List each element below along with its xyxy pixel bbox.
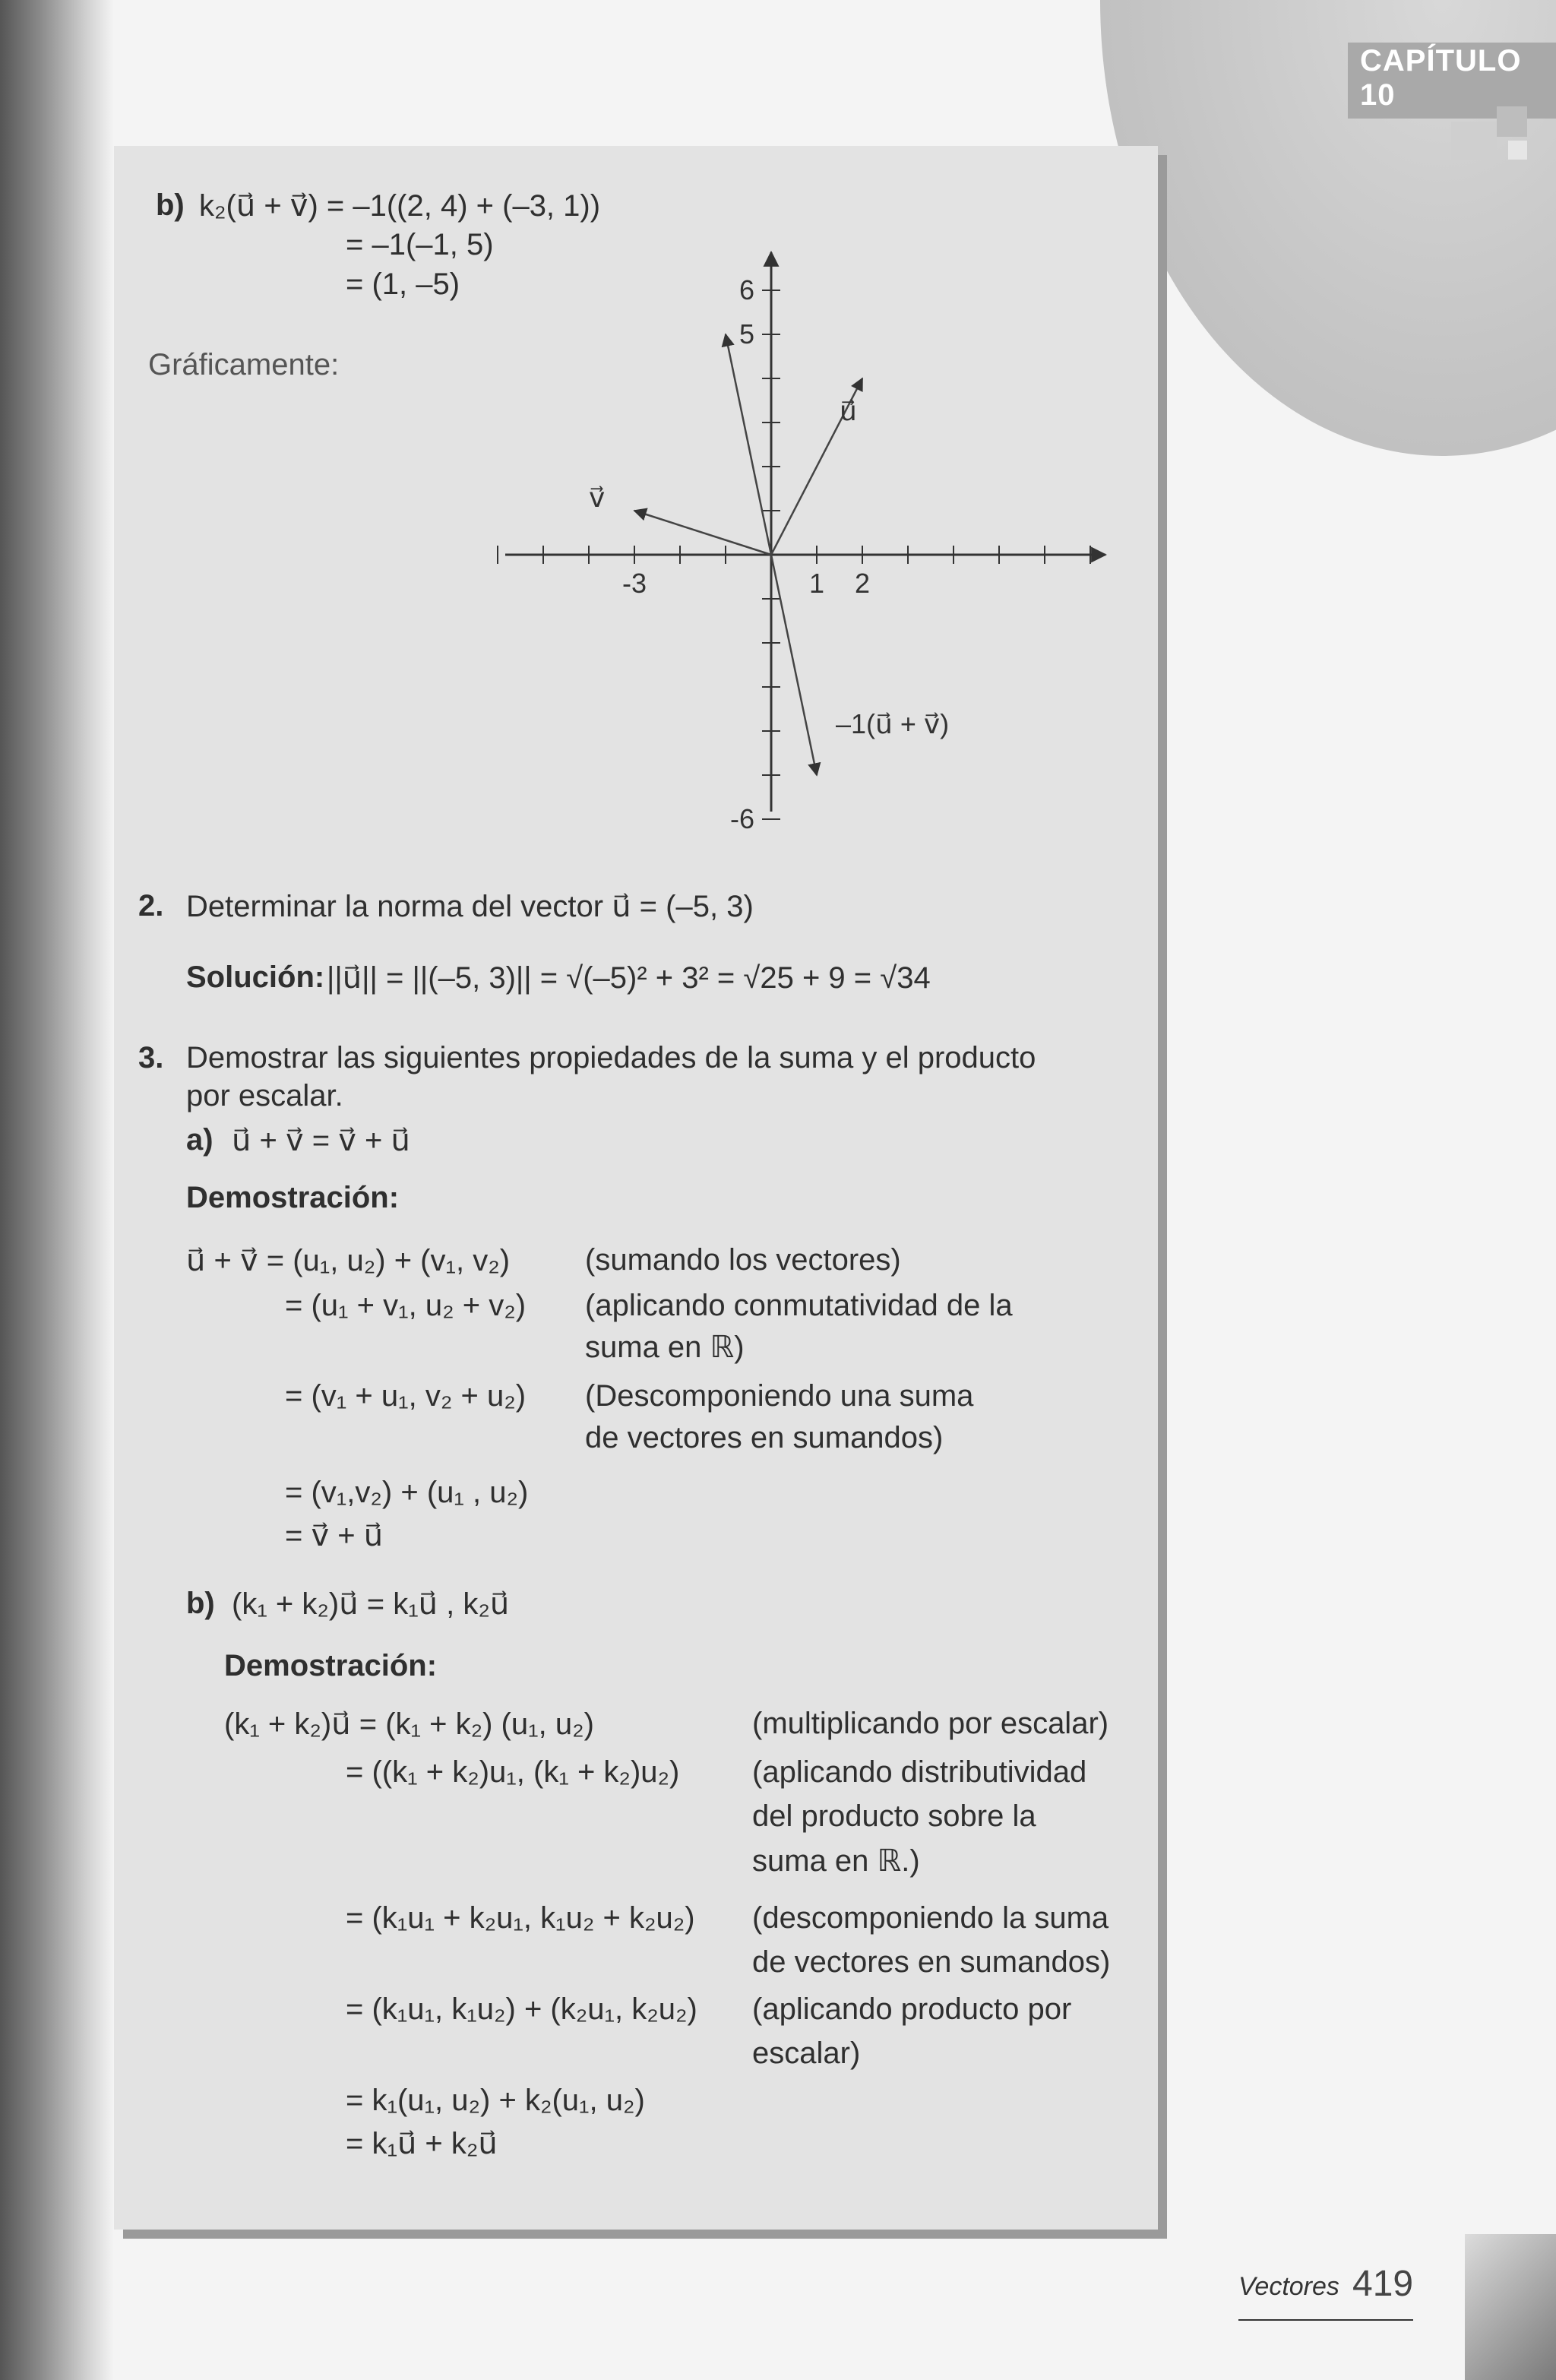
y-tick-label: 5 — [738, 318, 754, 350]
part-b-label: b) — [156, 188, 185, 222]
part-b-step-reason: escalar) — [752, 2037, 861, 2070]
page-binding-shadow — [0, 0, 114, 2380]
chapter-label: CAPÍTULO 10 — [1360, 44, 1522, 112]
bottom-decoration — [1465, 2234, 1556, 2380]
part-a-claim: u⃗ + v⃗ = v⃗ + u⃗ — [232, 1124, 410, 1157]
x-tick-label: -3 — [621, 568, 647, 599]
problem3-statement-line1: Demostrar las siguientes propiedades de la suma y el producto — [186, 1041, 1036, 1074]
vector-label-v: v⃗ — [589, 482, 606, 513]
part-a-step-reason: (Descomponiendo una suma — [585, 1379, 974, 1413]
part-b-step-reason: (aplicando producto por — [752, 1992, 1072, 2026]
vector-chart — [471, 213, 1124, 866]
part-a-step-reason: suma en ℝ) — [585, 1331, 745, 1364]
problem2-statement: Determinar la norma del vector u⃗ = (–5, 3) — [186, 890, 754, 923]
problem2-solution-label: Solución: — [186, 961, 325, 994]
part-a-step-reason: (aplicando conmutatividad de la — [585, 1289, 1013, 1322]
part-a-step-expr: = (u₁ + v₁, u₂ + v₂) — [285, 1289, 527, 1322]
part-b-proof-title: Demostración: — [224, 1649, 438, 1682]
vector-v — [634, 511, 771, 555]
part-b-step-expr: = k₁(u₁, u₂) + k₂(u₁, u₂) — [346, 2084, 645, 2117]
part-a-step-expr: u⃗ + v⃗ = (u₁, u₂) + (v₁, v₂) — [186, 1244, 511, 1277]
page-number: 419 — [1352, 2264, 1414, 2304]
part-a-step-expr: = v⃗ + u⃗ — [285, 1519, 384, 1552]
part-b-step-reason: (descomponiendo la suma — [752, 1901, 1109, 1935]
y-tick-label: 6 — [738, 274, 754, 305]
part-a-label: a) — [186, 1123, 213, 1157]
part-a-step-reason: (sumando los vectores) — [585, 1243, 901, 1277]
deco-square — [1508, 141, 1527, 160]
footer-rule — [1238, 2319, 1413, 2321]
part-b-step-reason: suma en ℝ.) — [752, 1844, 920, 1878]
part-b-step-expr: (k₁ + k₂)u⃗ = (k₁ + k₂) (u₁, u₂) — [224, 1707, 594, 1741]
problem3-number: 3. — [138, 1041, 164, 1074]
part-b-step-reason: de vectores en sumandos) — [752, 1945, 1111, 1979]
part-b-line2: = –1(–1, 5) — [346, 228, 494, 261]
part-a-proof-title: Demostración: — [186, 1181, 400, 1214]
vector-u_plus_v — [726, 334, 771, 555]
deco-square — [1497, 106, 1527, 137]
part-b-step-expr: = (k₁u₁ + k₂u₁, k₁u₂ + k₂u₂) — [346, 1901, 695, 1935]
part-a-step-reason: de vectores en sumandos) — [585, 1421, 944, 1454]
part-b-step-reason: (aplicando distributividad — [752, 1755, 1087, 1789]
graph-caption: Gráficamente: — [148, 348, 340, 381]
problem2-number: 2. — [138, 889, 164, 923]
x-tick-label: 2 — [854, 568, 871, 599]
vector-label-u: u⃗ — [840, 395, 857, 426]
y-tick-label: -6 — [729, 803, 754, 834]
part-b-step-reason: del producto sobre la — [752, 1799, 1036, 1833]
part-b-claim: (k₁ + k₂)u⃗ = k₁u⃗ , k₂u⃗ — [232, 1587, 510, 1621]
part-b-label: b) — [186, 1587, 215, 1620]
part-b-step-reason: (multiplicando por escalar) — [752, 1707, 1109, 1740]
vector-label-minus_u_plus_v: –1(u⃗ + v⃗) — [836, 708, 950, 739]
deco-square — [1451, 122, 1497, 160]
part-a-step-expr: = (v₁ + u₁, v₂ + u₂) — [285, 1379, 527, 1413]
part-b-step-expr: = ((k₁ + k₂)u₁, (k₁ + k₂)u₂) — [346, 1755, 680, 1789]
part-a-step-expr: = (v₁,v₂) + (u₁ , u₂) — [285, 1476, 529, 1509]
part-b-step-expr: = k₁u⃗ + k₂u⃗ — [346, 2127, 498, 2160]
x-tick-label: 1 — [808, 568, 825, 599]
part-b-line3: = (1, –5) — [346, 267, 460, 301]
footer-section: Vectores — [1238, 2272, 1339, 2301]
problem3-statement-line2: por escalar. — [186, 1079, 343, 1112]
part-b-step-expr: = (k₁u₁, k₁u₂) + (k₂u₁, k₂u₂) — [346, 1992, 697, 2026]
problem2-solution-text: ||u⃗|| = ||(–5, 3)|| = √(–5)² + 3² = √25 + 9 = √34 — [327, 961, 931, 995]
part-b-line1: k₂(u⃗ + v⃗) = –1((2, 4) + (–3, 1)) — [199, 189, 601, 223]
